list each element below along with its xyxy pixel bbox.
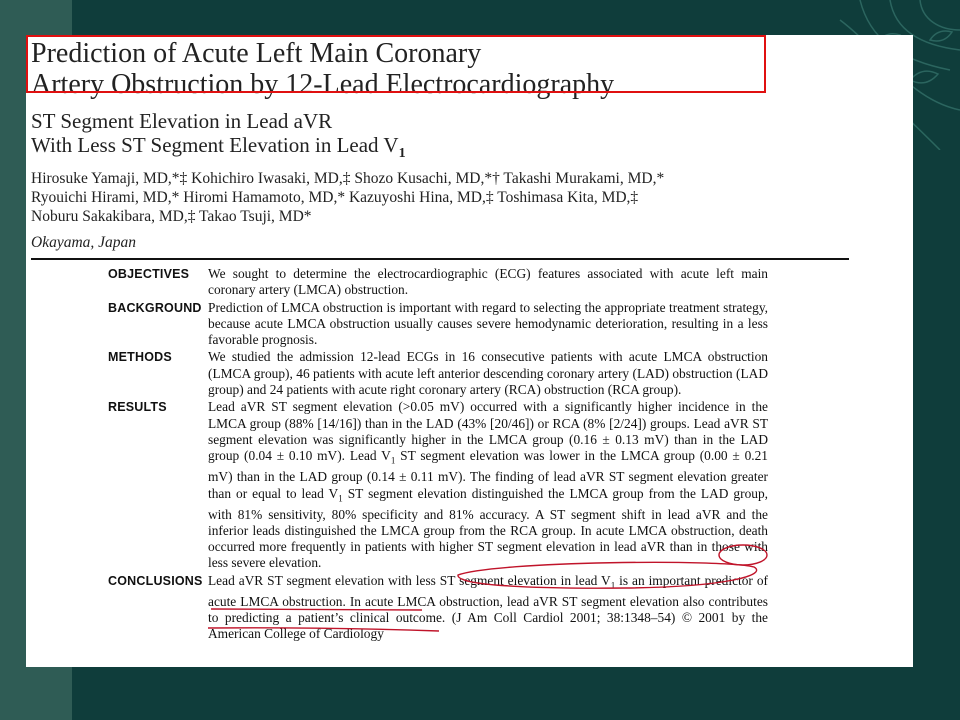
header-divider: [31, 258, 849, 260]
subtitle-line-1: ST Segment Elevation in Lead aVR: [31, 109, 333, 133]
paper-subtitle: [31, 109, 406, 166]
paper-page: [26, 35, 913, 667]
section-conclusions: [108, 573, 768, 643]
author-list: [31, 169, 664, 226]
author-line-3: Noburu Sakakibara, MD,‡ Takao Tsuji, MD*: [31, 208, 312, 225]
abstract: [108, 266, 768, 643]
section-results: [108, 399, 768, 571]
section-text: Prediction of LMCA obstruction is important with regard to selecting the appropriate treatment strategy, because acute LMCA obstruction usually causes severe hemodynamic deterioration, resulting in a less favorable prognosis.: [208, 299, 768, 348]
section-label: CONCLUSIONS: [108, 573, 203, 588]
section-label: METHODS: [108, 350, 172, 365]
section-text: We studied the admission 12-lead ECGs in 16 consecutive patients with acute LMCA obstruction (LMCA group), 46 patients with acute left anterior descending coronary artery (LAD) obstruction (LAD group) and 24 patients with acute right coronary artery (RCA) obstruction (RCA group).: [208, 349, 768, 398]
section-objectives: [108, 266, 768, 299]
title-line-1: Prediction of Acute Left Main Coronary: [31, 38, 482, 69]
section-text: Lead aVR ST segment elevation (>0.05 mV) occurred with a significantly higher incidence in the LMCA group (88% [14/16]) than in the LAD (43% [20/46]) or RCA (8% [2/24]) groups. Lead aVR ST segment elevation was significantly higher in the LMCA group (0.16 ± 0.13 mV) than in the LAD group (0.04 ± 0.10 mV). Lead $V_1$ ST segment elevation was lower in the LMCA group (0.00 ± 0.21 mV) than in the LAD group (0.14 ± 0.11 mV). The finding of lead aVR ST segment elevation greater than or equal to lead $V_1$ ST segment elevation distinguished the LMCA group from the LAD group, with 81% sensitivity, 80% specificity and 81% accuracy. A ST segment shift in lead aVR and the inferior leads distinguished the LMCA group from the RCA group. In acute LMCA obstruction, death occurred more frequently in patients with higher ST segment elevation in lead aVR than in those with less severe elevation.: [208, 399, 769, 571]
section-label: BACKGROUND: [108, 300, 202, 315]
section-label: RESULTS: [108, 400, 167, 415]
title-line-2: Artery Obstruction by 12-Lead Electrocardiography: [31, 69, 615, 100]
citation: (J Am Coll Cardiol 2001; 38:1348–54) © 2001 by the American College of Cardiology: [208, 609, 768, 642]
subtitle-line-2: With Less ST Segment Elevation in Lead $V_1$: [31, 133, 406, 162]
author-line-2: Ryouichi Hirami, MD,* Hiromi Hamamoto, MD,* Kazuyoshi Hina, MD,‡ Toshimasa Kita, MD,‡: [31, 189, 639, 206]
section-text: We sought to determine the electrocardiographic (ECG) features associated with acute left main coronary artery (LMCA) obstruction.: [208, 266, 768, 298]
section-methods: [108, 349, 768, 398]
section-label: OBJECTIVES: [108, 267, 190, 281]
title-highlight-box: [26, 35, 766, 93]
author-line-1: Hirosuke Yamaji, MD,*‡ Kohichiro Iwasaki, MD,‡ Shozo Kusachi, MD,*† Takashi Murakami, MD,*: [31, 170, 665, 187]
author-location: Okayama, Japan: [31, 234, 137, 251]
section-background: [108, 300, 768, 349]
section-text: Lead aVR ST segment elevation with less ST segment elevation in lead $V_1$ is an important predictor of acute LMCA obstruction. In acute LMCA obstruction, lead aVR ST segment elevation also contributes to predicting a patient’s clinical outcome. (J Am Coll Cardiol 2001; 38:1348–54) © 2001 by the American College of Cardiology: [208, 572, 768, 642]
